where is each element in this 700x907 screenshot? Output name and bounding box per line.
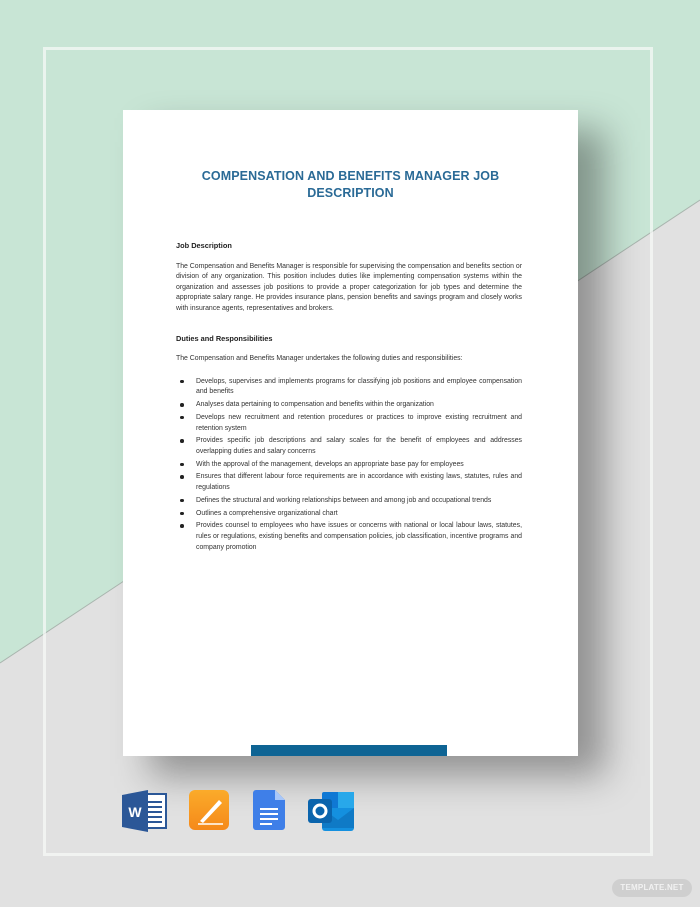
section-heading-job-description: Job Description bbox=[176, 241, 232, 250]
document-content bbox=[176, 241, 522, 555]
list-item bbox=[176, 496, 522, 507]
bullet-icon bbox=[180, 499, 184, 503]
word-icon[interactable] bbox=[122, 790, 168, 837]
bullet-icon bbox=[180, 524, 184, 528]
list-item bbox=[176, 377, 522, 398]
bullet-icon bbox=[180, 512, 184, 516]
svg-text:W: W bbox=[128, 804, 142, 820]
list-item bbox=[176, 472, 522, 493]
document-page[interactable] bbox=[123, 110, 578, 756]
bullet-icon bbox=[180, 380, 184, 384]
section-heading-duties: Duties and Responsibilities bbox=[176, 333, 273, 343]
list-item bbox=[176, 413, 522, 434]
bullet-icon bbox=[180, 439, 184, 443]
document-title-line-2: DESCRIPTION bbox=[307, 186, 394, 200]
list-item-text: Analyses data pertaining to compensation and benefits within the organization bbox=[196, 401, 434, 409]
list-item-text: Provides counsel to employees who have issues or concerns with national or local labour laws, statutes, rules or regulations, existing benefits and compensation policies, job classification, incentive programs and company promotion bbox=[196, 522, 522, 551]
list-item-text: Provides specific job descriptions and salary scales for the benefit of employees and addresses overlapping duties and salary concerns bbox=[196, 437, 522, 455]
outlook-icon[interactable] bbox=[308, 790, 356, 837]
list-item-text: Ensures that different labour force requirements are in accordance with existing laws, statutes, rules and regulations bbox=[196, 473, 522, 492]
list-item-text: Outlines a comprehensive organizational chart bbox=[196, 509, 338, 517]
list-item bbox=[176, 400, 522, 411]
list-item bbox=[176, 460, 522, 471]
document-title-line-1: COMPENSATION AND BENEFITS MANAGER JOB bbox=[201, 169, 500, 183]
list-item bbox=[176, 436, 522, 457]
bullet-icon bbox=[180, 463, 184, 467]
job-description-paragraph: The Compensation and Benefits Manager is responsible for supervising the compensation and benefits section or division of any organization. This position includes duties like implementing compensation systems within the organization and assesses job positions to provide a proper categorization for job types and determine the appropriate salary range. He provides insurance plans, pension benefits and savings program and closely works with insurance agents, representatives and brokers. bbox=[176, 262, 522, 312]
list-item-text: Defines the structural and working relationships between and among job and occupational trends bbox=[196, 496, 492, 504]
list-item bbox=[176, 521, 522, 553]
google-docs-icon[interactable] bbox=[253, 790, 285, 835]
bullet-icon bbox=[180, 416, 184, 420]
list-item-text: Develops new recruitment and retention procedures or practices to improve existing recruitment and retention system bbox=[196, 413, 522, 432]
watermark-badge: TEMPLATE.NET bbox=[612, 879, 692, 897]
bullet-icon bbox=[180, 403, 184, 407]
pages-icon[interactable] bbox=[189, 790, 229, 835]
duties-intro: The Compensation and Benefits Manager undertakes the following duties and responsibilities: bbox=[176, 355, 463, 363]
list-item-text: Develops, supervises and implements programs for classifying job positions and employee compensation and benefits bbox=[196, 377, 522, 396]
list-item-text: With the approval of the management, develops an appropriate base pay for employees bbox=[196, 460, 464, 468]
page-footer-bar bbox=[251, 745, 447, 756]
list-item bbox=[176, 509, 522, 520]
bullet-icon bbox=[180, 475, 184, 479]
duties-list bbox=[176, 377, 522, 553]
document-title bbox=[123, 168, 578, 202]
